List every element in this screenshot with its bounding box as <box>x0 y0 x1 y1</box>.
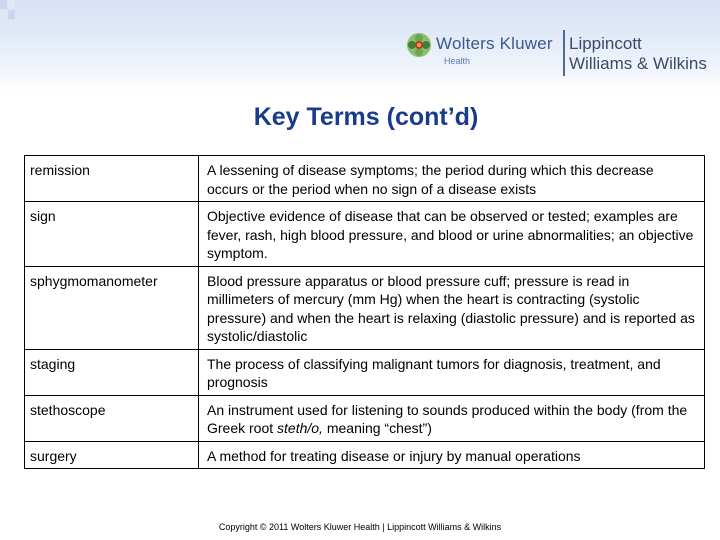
logo-divider <box>563 30 565 76</box>
publisher-name: Wolters Kluwer <box>436 34 553 53</box>
definition-cell: The process of classifying malignant tumors for diagnosis, treatment, and prognosis <box>199 349 705 395</box>
slide-title: Key Terms (cont’d) <box>253 103 479 131</box>
definition-cell <box>199 395 705 441</box>
table-row <box>25 266 705 349</box>
definition-cell: A method for treating disease or injury by manual operations <box>199 441 705 469</box>
corner-grid-decoration <box>0 0 16 20</box>
table-row <box>25 395 705 441</box>
definition-text: An instrument used for listening to sounds produced within the body (from the Greek root <box>207 401 688 436</box>
term-cell: stethoscope <box>25 395 199 441</box>
definition-text: meaning “chest”) <box>322 420 432 436</box>
table-row <box>25 202 705 267</box>
copyright-footer: Copyright © 2011 Wolters Kluwer Health | Lippincott Williams & Wilkins <box>218 522 502 532</box>
publisher-division: Health <box>444 56 471 66</box>
term-cell: remission <box>25 156 199 202</box>
wolters-kluwer-globe-icon <box>406 32 432 58</box>
term-cell: surgery <box>25 441 199 469</box>
header-band <box>0 0 720 92</box>
term-cell: staging <box>25 349 199 395</box>
imprint-line-2: Williams & Wilkins <box>569 54 707 73</box>
table-row <box>25 349 705 395</box>
table-row <box>25 156 705 202</box>
definition-root-italic: steth/o, <box>277 420 323 436</box>
term-cell: sign <box>25 202 199 267</box>
key-terms-table <box>24 155 705 469</box>
definition-cell: Blood pressure apparatus or blood pressure cuff; pressure is read in millimeters of mercury (mm Hg) when the heart is contracting (systolic pressure) and when the heart is relaxing (diastolic pressure) and is reported as systolic/diastolic <box>199 266 705 349</box>
term-cell: sphygmomanometer <box>25 266 199 349</box>
definition-cell: A lessening of disease symptoms; the period during which this decrease occurs or the period when no sign of a disease exists <box>199 156 705 202</box>
imprint-line-1: Lippincott <box>569 34 642 53</box>
definition-cell: Objective evidence of disease that can be observed or tested; examples are fever, rash, high blood pressure, and blood or urine abnormalities; an objective symptom. <box>199 202 705 267</box>
table-row <box>25 441 705 469</box>
